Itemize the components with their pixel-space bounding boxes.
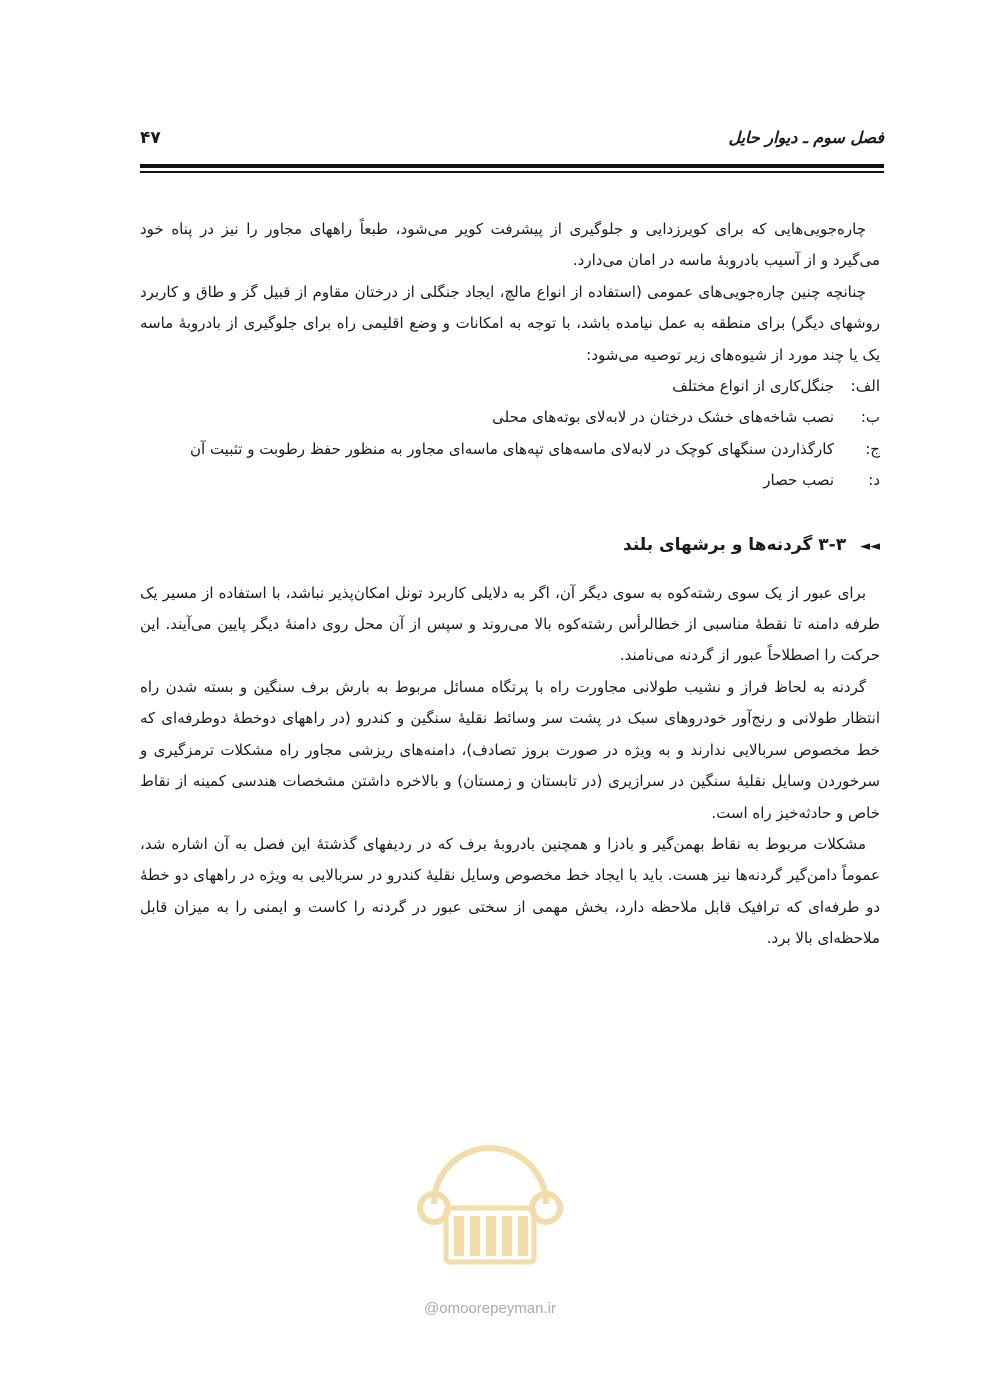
- chapter-title: فصل سوم ـ دیوار حایل: [728, 128, 884, 147]
- list-item-label: الف:: [850, 377, 880, 396]
- page-header: [140, 128, 884, 152]
- list-item-text: نصب شاخه‌های خشک درختان در لابه‌لای بوته‌های محلی: [492, 408, 834, 427]
- section-heading: [140, 530, 880, 562]
- list-item: [140, 402, 880, 433]
- paragraph: چاره‌جویی‌هایی که برای کویرزدایی و جلوگیری از پیشرفت کویر می‌شود، طبعاً راههای مجاور را نیز در پناه خود می‌گیرد و از آسیب بادروبهٔ ماسه در امان می‌دارد.: [140, 220, 880, 270]
- list-item-label: ج:: [865, 439, 880, 458]
- page-number: ۴۷: [140, 128, 161, 148]
- list-item-label: د:: [868, 471, 880, 490]
- list-item: [140, 434, 880, 465]
- watermark-logo: [394, 1104, 586, 1276]
- page-body: [140, 214, 880, 955]
- list-item-label: ب:: [860, 408, 880, 427]
- paragraph: برای عبور از یک سوی رشته‌کوه به سوی دیگر آن، اگر به دلایلی کاربرد تونل امکان‌پذیر نباشد، با استفاده از مسیر یک طرفه دامنه تا نقطهٔ مناسبی از خطالرأس رشته‌کوه بالا می‌روند و سپس از آن محل روی دامنهٔ دیگر پایین می‌آیند. این حرکت را اصطلاحاً عبور از گردنه می‌نامند.: [140, 583, 880, 665]
- header-rule-thin: [140, 171, 884, 173]
- double-arrow-icon: ◄◄: [860, 538, 880, 554]
- list-item: [140, 371, 880, 402]
- paragraph: مشکلات مربوط به نقاط بهمن‌گیر و بادزا و همچنین بادروبهٔ برف که در ردیفهای گذشتهٔ این فصل به آن اشاره شد، عموماً دامن‌گیر گردنه‌ها نیز هست. باید با ایجاد خط مخصوص وسایل نقلیهٔ کندرو در سربالایی به ویژه در راههای دو خطهٔ دو طرفه‌ای که ترافیک قابل ملاحظه دارد، بخش مهمی از سختی عبور در گردنه را کاست و ایمنی را به میزان قابل ملاحظه‌ای بالا برد.: [140, 834, 880, 948]
- list-item: [140, 465, 880, 496]
- list-item-text: نصب حصار: [763, 471, 834, 490]
- paragraph: چنانچه چنین چاره‌جویی‌های عمومی (استفاده از انواع مالچ، ایجاد جنگلی از درختان مقاوم از قبیل گز و طاق و کاربرد روشهای دیگر) برای منطقه به عمل نیامده باشد، با توجه به امکانات و وضع اقلیمی راه برای جلوگیری از بادروبهٔ ماسه یک یا چند مورد از شیوه‌های زیر توصیه می‌شود:: [140, 282, 880, 364]
- list-item-text: کارگذاردن سنگهای کوچک در لابه‌لای ماسه‌های تپه‌های ماسه‌ای مجاور به منظور حفظ رطوبت و تثبیت آن: [190, 439, 834, 458]
- paragraph: گردنه به لحاظ فراز و نشیب طولانی مجاورت راه با پرتگاه مسائل مربوط به بارش برف سنگین و بسته شدن راه انتظار طولانی و رنج‌آور خودروهای سبک در پشت سر وسائط نقلیهٔ سنگین و کندرو (در راههای دوخطهٔ دوطرفه‌ای که خط مخصوص سربالایی ندارند و به ویژه در صورت بروز تصادف)، دامنه‌های ریزشی مجاور راه مشکلات ترمزگیری و سرخوردن وسایل نقلیهٔ سنگین در سرازیری (در تابستان و زمستان) و بالاخره داشتن مشخصات هندسی کمینه از نقاط خاص و حادثه‌خیز راه است.: [140, 677, 880, 822]
- section-heading-text: ۳-۳ گردنه‌ها و برشهای بلند: [623, 534, 847, 555]
- list-item-text: جنگل‌کاری از انواع مختلف: [672, 377, 834, 396]
- measures-list: [140, 371, 880, 497]
- header-rule-thick: [140, 164, 884, 168]
- watermark-site: @omoorepeyman.ir: [424, 1300, 556, 1317]
